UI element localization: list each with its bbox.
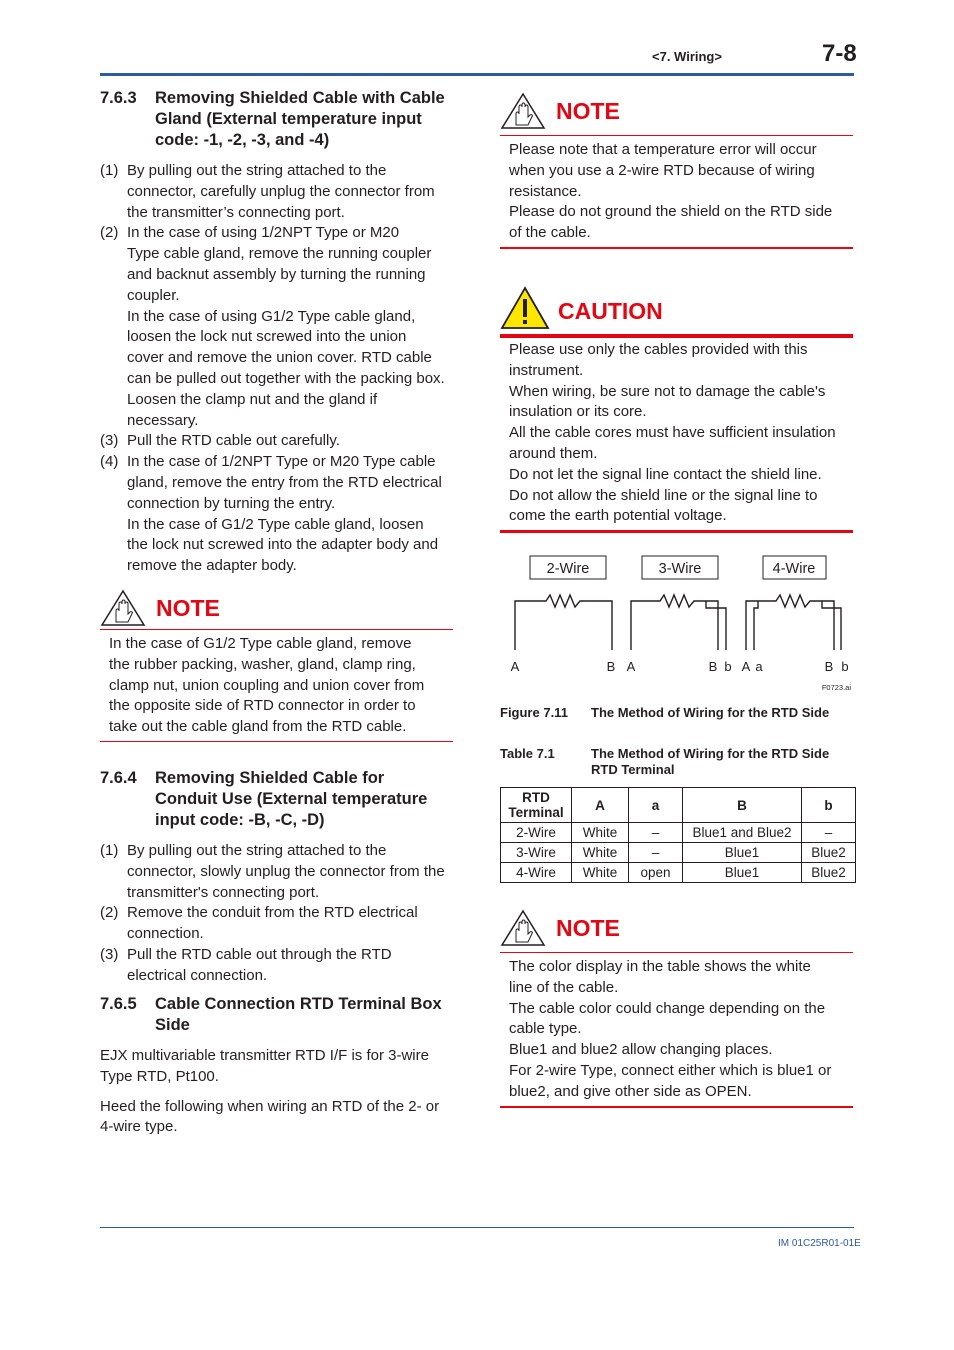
svg-text:a: a — [755, 659, 763, 674]
list-item: (2) In the case of using 1/2NPT Type or M20 Type cable gland, remove the running coupler and backnut assembly by turning the running coupler. In the case of using G1/2 Type cable gland, loosen the lock nut screwed into the union cover and remove the union cover. RTD cable can be pulled out together with the packing box. Loosen the clamp nut and the gland if necessary. — [100, 224, 445, 429]
section-7-6-4 — [100, 768, 460, 987]
resistor-4-wire — [746, 595, 841, 650]
svg-text:A: A — [626, 659, 636, 674]
caution-triangle-icon — [500, 286, 550, 330]
heading-7-6-3: 7.6.3 Removing Shielded Cable with Cable Gland (External temperature input code: -1, -2, -3, and -4) — [100, 89, 445, 149]
warning-hand-icon — [500, 92, 546, 130]
table-header-row: RTD Terminal A a B b — [501, 788, 856, 823]
paragraph: EJX multivariable transmitter RTD I/F is for 3-wire Type RTD, Pt100. — [100, 1047, 429, 1085]
resistor-3-wire — [631, 595, 726, 650]
svg-text:A: A — [741, 659, 751, 674]
label-3-wire: 3-Wire — [658, 561, 702, 577]
warning-hand-icon — [500, 909, 546, 947]
section-7-6-5 — [100, 994, 460, 1138]
running-header-section: <7. Wiring> — [652, 49, 722, 64]
note-box-bottom — [500, 909, 853, 1108]
table-caption: Table 7.1 The Method of Wiring for the RTD Side RTD Terminal — [500, 746, 830, 777]
steps-7-6-3 — [100, 161, 460, 577]
document-code: IM 01C25R01-01E — [778, 1238, 861, 1249]
caution-label: CAUTION — [558, 298, 663, 324]
resistor-2-wire — [515, 595, 612, 650]
svg-text:B: B — [708, 659, 718, 674]
note-text: In the case of G1/2 Type cable gland, remove the rubber packing, washer, gland, clamp ring, clamp nut, union coupling and union cover from the opposite side of RTD connector in order to take out the cable gland from the RTD cable. — [109, 635, 425, 736]
table-row: 2-Wire White – Blue1 and Blue2 – — [501, 823, 856, 843]
caution-box — [500, 286, 853, 533]
label-4-wire: 4-Wire — [772, 561, 816, 577]
label-2-wire: 2-Wire — [546, 561, 590, 577]
page-number: 7-8 — [822, 40, 857, 67]
list-item: (1) By pulling out the string attached to the connector, carefully unplug the connector from the transmitter’s connecting port. — [100, 162, 435, 221]
list-item: (4) In the case of 1/2NPT Type or M20 Type cable gland, remove the entry from the RTD electrical connection by turning the entry. In the case of G1/2 Type cable gland, loosen the lock nut screwed into the adapter body and remove the adapter body. — [100, 453, 442, 575]
figure-file-name: F0723.ai — [821, 683, 851, 692]
note-box-top — [500, 92, 853, 249]
note-box-left — [100, 589, 453, 742]
header-rule — [100, 73, 854, 76]
paragraph: Heed the following when wiring an RTD of the 2- or 4-wire type. — [100, 1097, 440, 1136]
list-item: (3) Pull the RTD cable out carefully. — [100, 432, 340, 450]
note-label: NOTE — [156, 595, 220, 621]
rtd-wiring-diagram — [500, 548, 860, 698]
table-row: 3-Wire White – Blue1 Blue2 — [501, 843, 856, 863]
svg-text:b: b — [841, 659, 849, 674]
list-item: (2) Remove the conduit from the RTD electrical connection. — [100, 904, 418, 943]
warning-hand-icon — [100, 589, 146, 627]
table-row: 4-Wire White open Blue1 Blue2 — [501, 863, 856, 883]
note-text: Please note that a temperature error will occur when you use a 2-wire RTD because of wiring resistance. Please do not ground the shield on the RTD side of the cable. — [509, 141, 833, 242]
list-item: (1) By pulling out the string attached to the connector, slowly unplug the connector from the transmitter's connecting port. — [100, 842, 445, 901]
caution-text: Please use only the cables provided with this instrument. When wiring, be sure not to damage the cable's insulation or its core. All the cable cores must have sufficient insulation around them. Do not let the signal line contact the shield line. Do not allow the shield line or the signal line to come the earth potential voltage. — [509, 341, 836, 525]
svg-text:B: B — [824, 659, 834, 674]
heading-7-6-4: 7.6.4 Removing Shielded Cable for Conduit Use (External temperature input code: -B, -C, -D) — [100, 769, 428, 829]
svg-text:B: B — [606, 659, 616, 674]
figure-caption: Figure 7.11 The Method of Wiring for the RTD Side — [500, 705, 830, 720]
left-column — [100, 88, 460, 577]
svg-text:b: b — [724, 659, 732, 674]
note-label: NOTE — [556, 98, 620, 124]
svg-text:A: A — [510, 659, 520, 674]
note-text: The color display in the table shows the white line of the cable. The cable color could change depending on the cable type. Blue1 and blue2 allow changing places. For 2-wire Type, connect either which is blue1 or blue2, and give other side as OPEN. — [509, 958, 832, 1100]
rtd-terminal-table — [500, 787, 856, 883]
note-label: NOTE — [556, 915, 620, 941]
list-item: (3) Pull the RTD cable out through the RTD electrical connection. — [100, 945, 392, 984]
heading-7-6-5: 7.6.5 Cable Connection RTD Terminal Box Side — [100, 995, 442, 1034]
steps-7-6-4 — [100, 841, 460, 987]
footer-rule — [100, 1227, 854, 1228]
